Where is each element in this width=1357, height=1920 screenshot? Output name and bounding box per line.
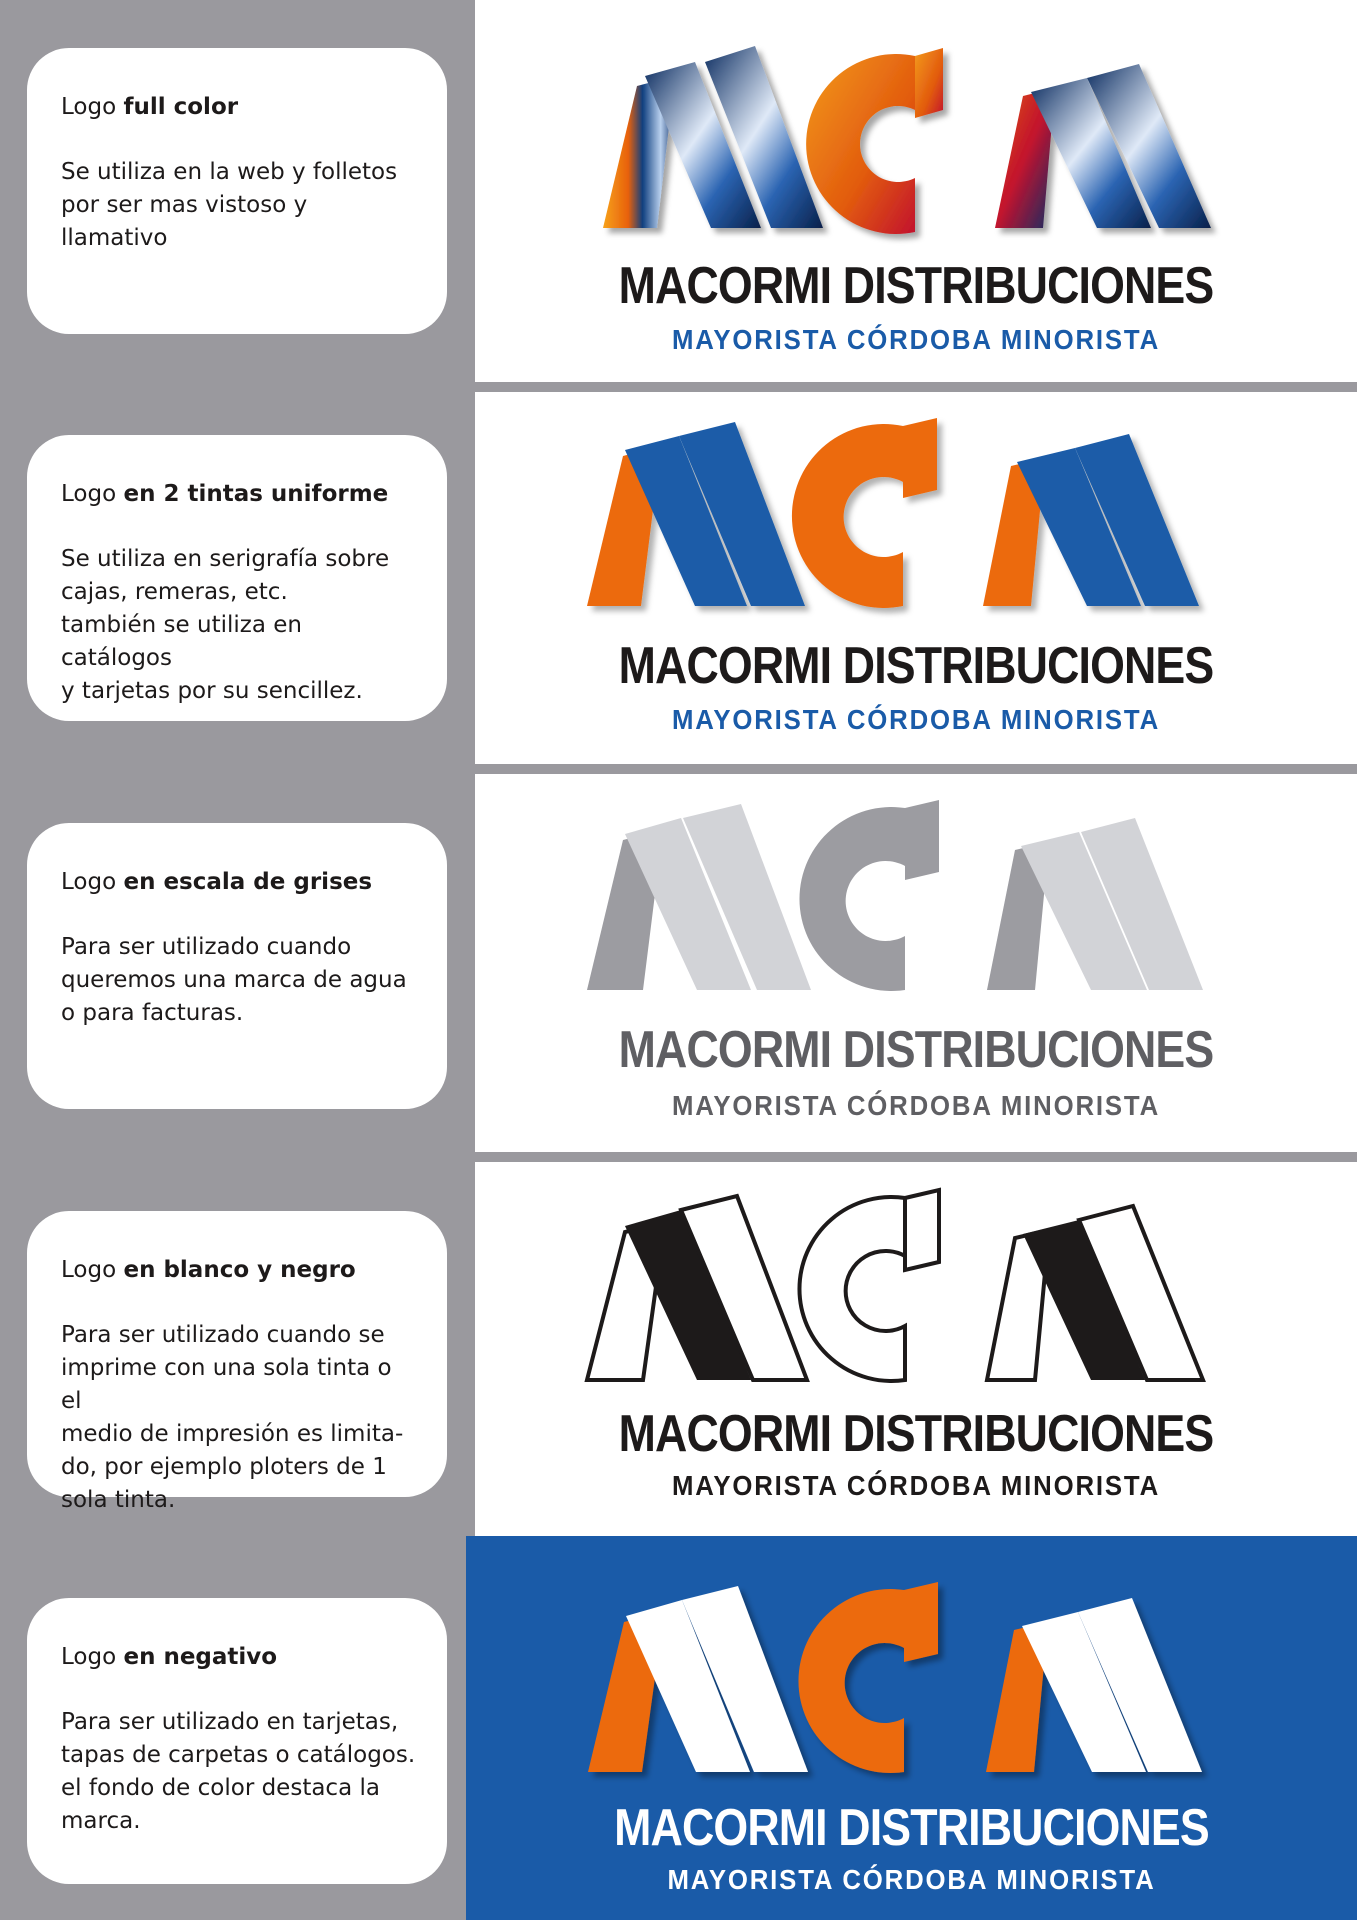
card-full-color (27, 48, 447, 334)
card-title-prefix: Logo (61, 94, 117, 120)
card-two-inks (27, 435, 447, 721)
brand-tagline: MAYORISTA CÓRDOBA MINORISTA (671, 324, 1161, 355)
card-title (61, 92, 417, 122)
brand-name: MACORMI DISTRIBUCIONES (618, 1405, 1214, 1463)
card-black-white (27, 1211, 447, 1513)
card-title-bold: full color (123, 94, 239, 120)
card-title (61, 1255, 417, 1285)
brand-tagline: MAYORISTA CÓRDOBA MINORISTA (671, 1090, 1161, 1121)
card-title (61, 479, 417, 509)
brand-tagline: MAYORISTA CÓRDOBA MINORISTA (667, 1864, 1156, 1895)
brand-tagline: MAYORISTA CÓRDOBA MINORISTA (671, 704, 1161, 735)
card-description: Para ser utilizado en tarjetas, tapas de carpetas o catálogos. el fondo de color destaca la marca. (61, 1709, 416, 1834)
logo-panel-grayscale (475, 774, 1357, 1152)
card-title-prefix: Logo (61, 1257, 117, 1283)
card-title-prefix: Logo (61, 869, 117, 895)
card-title-prefix: Logo (61, 1644, 117, 1670)
card-title (61, 1642, 417, 1672)
card-description: Para ser utilizado cuando se imprime con una sola tinta o el medio de impresión es limita- do, por ejemplo ploters de 1 sola tinta. (61, 1322, 404, 1513)
card-title-bold: en 2 tintas uniforme (123, 481, 389, 507)
brand-name: MACORMI DISTRIBUCIONES (618, 1021, 1214, 1079)
card-negative (27, 1598, 447, 1884)
logo-mark-negative (466, 1536, 1357, 1920)
card-title-prefix: Logo (61, 481, 117, 507)
card-title-bold: en blanco y negro (123, 1257, 356, 1283)
card-grayscale (27, 823, 447, 1109)
brand-tagline: MAYORISTA CÓRDOBA MINORISTA (671, 1470, 1161, 1501)
card-description: Para ser utilizado cuando queremos una marca de agua o para facturas. (61, 934, 407, 1026)
card-title-bold: en escala de grises (123, 869, 373, 895)
logo-panel-full-color (475, 0, 1357, 382)
logo-panel-negative (466, 1536, 1357, 1920)
logo-panel-black-white (475, 1162, 1357, 1536)
brand-name: MACORMI DISTRIBUCIONES (614, 1799, 1209, 1857)
brand-name: MACORMI DISTRIBUCIONES (618, 257, 1214, 315)
logo-panel-two-inks (475, 392, 1357, 764)
card-title-bold: en negativo (123, 1644, 278, 1670)
card-description: Se utiliza en la web y folletos por ser mas vistoso y llamativo (61, 159, 398, 251)
card-title (61, 867, 417, 897)
brand-name: MACORMI DISTRIBUCIONES (618, 637, 1214, 695)
card-description: Se utiliza en serigrafía sobre cajas, remeras, etc. también se utiliza en catálogos y tarjetas por su sencillez. (61, 546, 390, 704)
